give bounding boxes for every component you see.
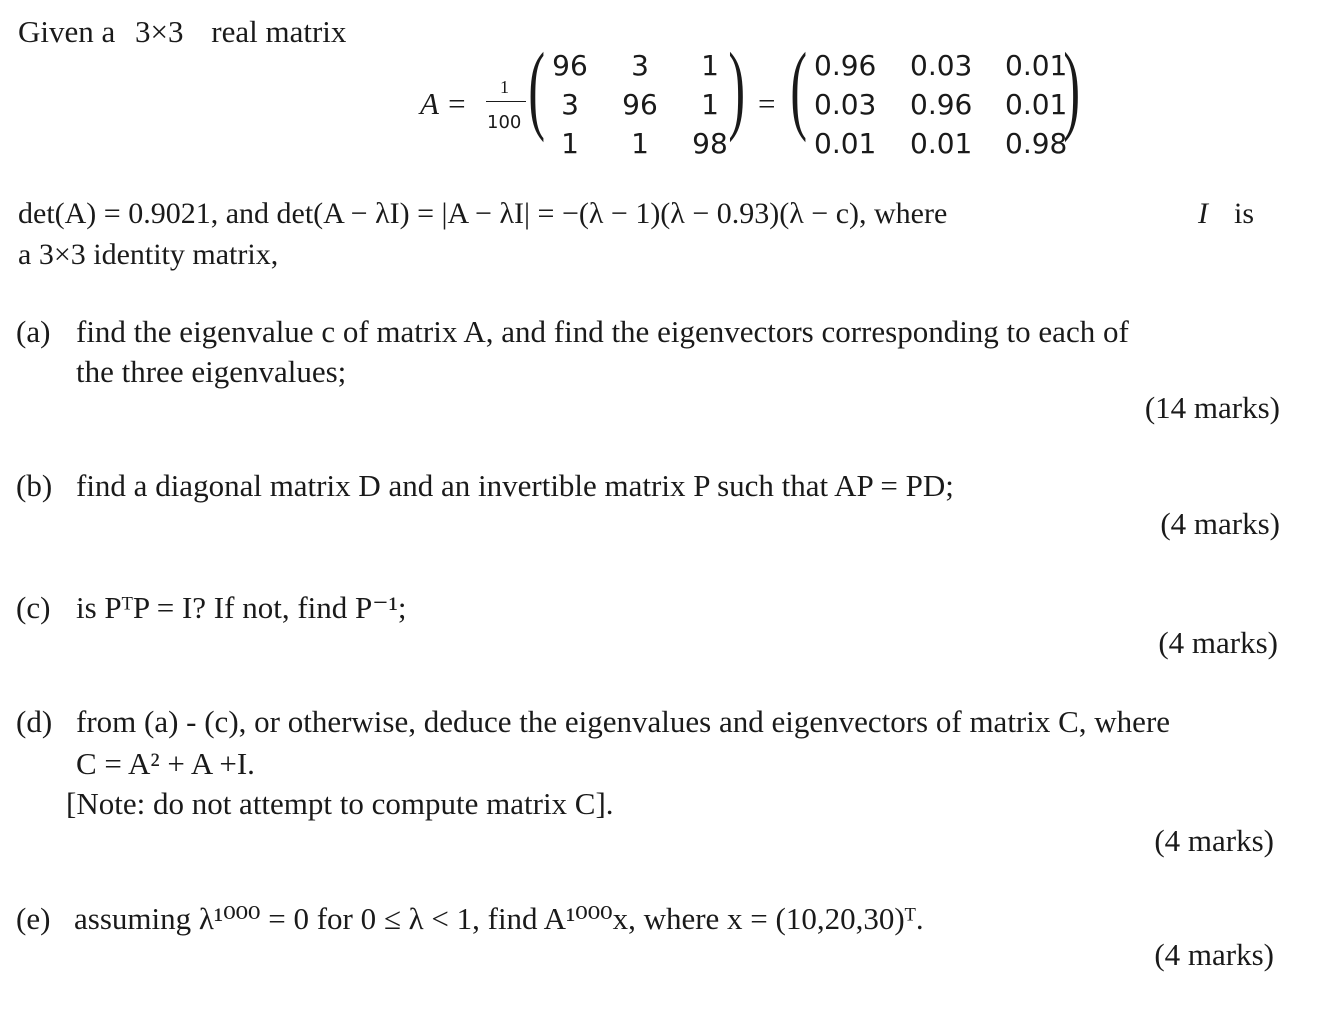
matrix2-cell: 0.03 — [814, 88, 877, 121]
matrix2-cell: 0.03 — [910, 49, 973, 82]
det-statement-line2: a 3×3 identity matrix, — [18, 238, 279, 271]
matrix1-cell: 3 — [631, 49, 649, 82]
matrix1-cell: 96 — [552, 49, 588, 82]
matrix1-cell: 1 — [631, 127, 649, 160]
part-label: (a) — [16, 314, 51, 349]
intro-dims: 3×3 — [135, 14, 184, 49]
intro-prefix: Given a — [18, 14, 116, 49]
fraction-numerator: 1 — [500, 77, 509, 97]
matrix-equals: = — [758, 86, 776, 121]
part-label: (b) — [16, 468, 53, 503]
intro-line — [18, 16, 346, 47]
marks-label: (4 marks) — [1154, 937, 1274, 972]
matrix1-cell: 1 — [561, 127, 579, 160]
part-text-line: find the eigenvalue c of matrix A, and find the eigenvectors corresponding to each of — [76, 314, 1129, 349]
identity-symbol: I — [1198, 197, 1208, 230]
matrix2-cell: 0.96 — [814, 49, 877, 82]
part-text-line: is PᵀP = I? If not, find P⁻¹; — [76, 590, 407, 625]
matrix2-cell: 0.98 — [1005, 127, 1068, 160]
part-text-line: C = A² + A +I. — [76, 746, 255, 781]
matrix2-cell: 0.01 — [1005, 49, 1068, 82]
part-label: (d) — [16, 704, 53, 739]
matrix2-left-paren: ( — [790, 32, 807, 143]
matrix1-left-paren: ( — [528, 32, 545, 143]
intro-suffix: real matrix — [211, 14, 347, 49]
marks-label: (14 marks) — [1144, 390, 1280, 425]
matrix1-cell: 96 — [622, 88, 658, 121]
matrix1-cell: 3 — [561, 88, 579, 121]
marks-label: (4 marks) — [1154, 823, 1274, 858]
part-text-line: the three eigenvalues; — [76, 354, 347, 389]
matrix1-cell: 98 — [692, 127, 728, 160]
part-label: (e) — [16, 901, 51, 936]
matrix2-cell: 0.01 — [814, 127, 877, 160]
matrix2-cell: 0.01 — [1005, 88, 1068, 121]
det-is: is — [1234, 197, 1255, 230]
part-text-line: [Note: do not attempt to compute matrix C]. — [66, 786, 614, 821]
part-text-line: from (a) - (c), or otherwise, deduce the eigenvalues and eigenvectors of matrix C, where — [76, 704, 1171, 739]
det-statement: det(A) = 0.9021, and det(A − λI) = |A − λI| = −(λ − 1)(λ − 0.93)(λ − c), where — [18, 197, 948, 230]
matrix1-right-paren: ) — [728, 32, 745, 143]
part-label: (c) — [16, 590, 51, 625]
matrix1-cell: 1 — [701, 88, 719, 121]
part-text-line: find a diagonal matrix D and an invertible matrix P such that AP = PD; — [76, 468, 954, 503]
matrix-lhs: A = — [420, 86, 468, 121]
fraction-denominator: 100 — [487, 112, 522, 133]
matrix2-cell: 0.96 — [910, 88, 973, 121]
matrix2-right-paren: ) — [1063, 32, 1080, 143]
matrix2-cell: 0.01 — [910, 127, 973, 160]
marks-label: (4 marks) — [1158, 625, 1278, 660]
marks-label: (4 marks) — [1160, 506, 1280, 541]
matrix1-cell: 1 — [701, 49, 719, 82]
part-text-line: assuming λ¹⁰⁰⁰ = 0 for 0 ≤ λ < 1, find A¹⁰⁰⁰x, where x = (10,20,30)ᵀ. — [74, 901, 924, 936]
